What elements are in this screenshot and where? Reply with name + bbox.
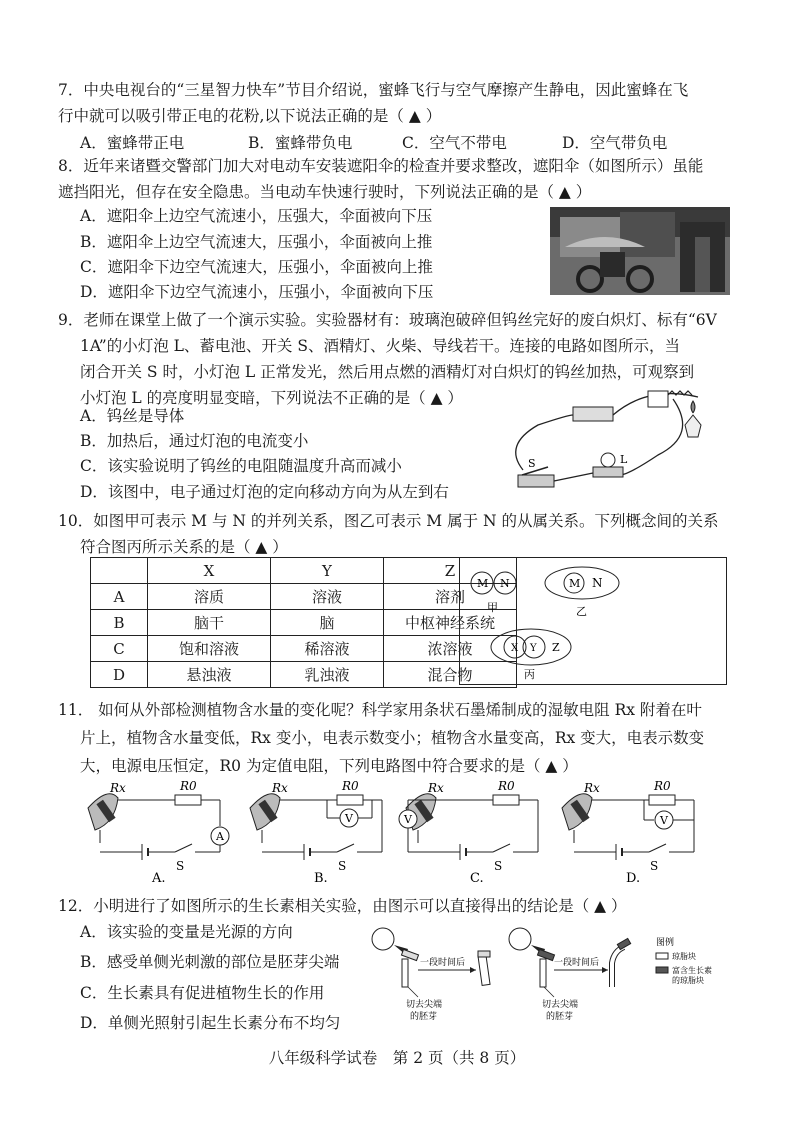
yi-label-n: N — [592, 576, 603, 590]
question-11-line-3: 大，电源电压恒定，R0 为定值电阻，下列电路图中符合要求的是（ ▲ ） — [80, 757, 578, 775]
question-11-line-1: 11． 如何从外部检测植物含水量的变化呢？科学家用条状石墨烯制成的湿敏电阻 Rx 附着在叶 — [58, 701, 702, 719]
legend-title: 图例 — [656, 938, 675, 948]
table-cell: B — [91, 610, 148, 636]
caption-bing: 丙 — [524, 668, 535, 681]
legend-agar-label: 琼脂块 — [672, 952, 696, 961]
alcohol-lamp — [685, 415, 701, 437]
q8-option-c: C．遮阳伞下边空气流速大，压强小，伞面被向上推 — [80, 258, 433, 276]
table-row — [91, 584, 517, 610]
q9-option-d: D．该图中，电子通过灯泡的定向移动方向为从左到右 — [80, 483, 449, 501]
q9-option-b: B．加热后，通过灯泡的电流变小 — [80, 432, 309, 450]
circuit-a — [88, 779, 229, 886]
time-label: 一段时间后 — [554, 958, 600, 968]
table-row — [91, 662, 517, 688]
table-cell: 浓溶液 — [384, 636, 517, 662]
r0-label: R0 — [180, 779, 197, 793]
bing-label-z: Z — [552, 641, 560, 654]
light-source-icon — [509, 928, 531, 950]
r0-label: R0 — [498, 779, 515, 793]
legend-auxin-swatch — [656, 967, 668, 973]
table-header-cell: Z — [384, 558, 517, 584]
caption-jia: 甲 — [487, 601, 498, 614]
q9-option-c: C．该实验说明了钨丝的电阻随温度升高而减小 — [80, 457, 402, 475]
table-cell: 溶液 — [271, 584, 384, 610]
voltmeter-label: V — [404, 813, 412, 826]
sunshade-photo — [550, 207, 730, 295]
question-9-line-2: 1A”的小灯泡 L、蓄电池、开关 S、酒精灯、火柴、导线若干。连接的电路如图所示，当 — [80, 337, 680, 355]
yi-ellipse-n — [545, 567, 619, 599]
table-cell: 饱和溶液 — [148, 636, 271, 662]
question-8-line-1: 8．近年来诸暨交警部门加大对电动车安装遮阳伞的检查并要求整改，遮阳伞（如图所示）虽能 — [58, 157, 704, 175]
caption-yi: 乙 — [576, 605, 587, 618]
page-footer: 八年级科学试卷 第 2 页（共 8 页） — [268, 1049, 526, 1067]
question-10 — [58, 508, 738, 560]
rx-label: Rx — [272, 781, 288, 795]
q7-option-a: A．蜜蜂带正电 — [80, 134, 185, 152]
rx-label: Rx — [110, 781, 126, 795]
legend-auxin-label-2: 的琼脂块 — [672, 976, 704, 985]
table-header-cell — [91, 558, 148, 584]
battery — [573, 407, 613, 421]
option-d-label: D. — [626, 871, 641, 886]
question-12-line-1: 12．小明进行了如图所示的生长素相关实验，由图示可以直接得出的结论是（ ▲ ） — [58, 897, 627, 915]
auxin-agar-block — [617, 938, 630, 949]
r0-resistor — [337, 795, 363, 805]
q12-option-d: D．单侧光照射引起生长素分布不均匀 — [80, 1014, 341, 1032]
option-b-label: B. — [314, 871, 328, 886]
label-s: S — [528, 457, 536, 470]
q12-option-c: C．生长素具有促进植物生长的作用 — [80, 984, 325, 1002]
question-12 — [58, 893, 738, 919]
light-source-icon — [372, 928, 394, 950]
bud-label: 的胚芽 — [546, 1012, 574, 1022]
r0-resistor — [493, 795, 519, 805]
question-11-line-2: 片上，植物含水量变低，Rx 变小，电表示数变小；植物含水量变高，Rx 变大，电表示数变 — [80, 729, 705, 747]
question-7-line-1: 7．中央电视台的“三星智力快车”节目介绍说，蜜蜂飞行与空气摩擦产生静电，因此蜜蜂在飞 — [58, 81, 689, 99]
legend-auxin-label-1: 富含生长素 — [672, 966, 712, 975]
table-cell: 中枢神经系统 — [384, 610, 517, 636]
table-cell: A — [91, 584, 148, 610]
switch — [518, 475, 554, 487]
table-cell: 悬浊液 — [148, 662, 271, 688]
table-header-row — [91, 558, 517, 584]
r0-resistor — [649, 795, 675, 805]
r0-resistor — [175, 795, 201, 805]
table-cell: 稀溶液 — [271, 636, 384, 662]
voltmeter-label: V — [660, 814, 668, 827]
table-row — [91, 636, 517, 662]
question-9-line-4: 小灯泡 L 的亮度明显变暗，下列说法不正确的是（ ▲ ） — [80, 389, 463, 407]
q7-option-c: C．空气不带电 — [402, 134, 507, 152]
q8-option-d: D．遮阳伞下边空气流速小，压强小，伞面被向下压 — [80, 283, 434, 301]
lamp-base — [593, 467, 623, 477]
table-cell: 溶质 — [148, 584, 271, 610]
question-7 — [58, 77, 738, 129]
rx-label: Rx — [428, 781, 444, 795]
bing-label-x: X — [511, 643, 519, 654]
table-cell: C — [91, 636, 148, 662]
legend-agar-swatch — [656, 953, 668, 959]
question-8 — [58, 153, 738, 205]
r0-label: R0 — [342, 779, 359, 793]
table-header-cell: X — [148, 558, 271, 584]
label-l: L — [620, 453, 628, 466]
table-cell: 脑 — [271, 610, 384, 636]
table-cell: D — [91, 662, 148, 688]
seedling-stem — [540, 959, 546, 987]
question-11 — [58, 696, 738, 780]
cut-label: 切去尖端 — [406, 1000, 443, 1010]
table-cell: 脑干 — [148, 610, 271, 636]
q10-relation-diagrams — [459, 557, 727, 685]
q10-table — [90, 557, 517, 688]
table-header-cell: Y — [271, 558, 384, 584]
switch-label: S — [494, 859, 503, 873]
q12-option-a: A．该实验的变量是光源的方向 — [80, 923, 293, 941]
q7-option-d: D．空气带负电 — [562, 134, 668, 152]
agar-block — [478, 951, 490, 957]
table-cell: 溶剂 — [384, 584, 517, 610]
cut-label: 切去尖端 — [542, 1000, 579, 1010]
option-a-label: A. — [152, 871, 166, 886]
question-9-line-3: 闭合开关 S 时，小灯泡 L 正常发光，然后用点燃的酒精灯对白炽灯的钨丝加热，可观察到 — [80, 363, 695, 381]
question-10-line-2: 符合图丙所示关系的是（ ▲ ） — [80, 538, 288, 556]
q12-option-b: B．感受单侧光刺激的部位是胚芽尖端 — [80, 953, 340, 971]
switch-label: S — [176, 859, 185, 873]
q8-option-b: B．遮阳伞上边空气流速大，压强小，伞面被向上推 — [80, 233, 433, 251]
table-row — [91, 610, 517, 636]
question-7-line-2: 行中就可以吸引带正电的花粉,以下说法正确的是（ ▲ ） — [58, 107, 442, 125]
switch-label: S — [650, 859, 659, 873]
q7-option-b: B．蜜蜂带负电 — [248, 134, 353, 152]
question-8-line-2: 遮挡阳光，但存在安全隐患。当电动车快速行驶时，下列说法正确的是（ ▲ ） — [58, 183, 592, 201]
bud-label: 的胚芽 — [410, 1012, 438, 1022]
bing-label-y: Y — [530, 643, 537, 654]
circuit-c — [399, 779, 538, 886]
switch-label: S — [338, 859, 347, 873]
q12-auxin-diagram — [368, 925, 728, 1030]
table-cell: 乳浊液 — [271, 662, 384, 688]
ammeter-label: A — [216, 830, 224, 843]
rx-label: Rx — [584, 781, 600, 795]
small-bulb — [601, 453, 615, 467]
circuit-d — [562, 779, 694, 886]
q8-option-a: A．遮阳伞上边空气流速小，压强大，伞面被向下压 — [80, 207, 433, 225]
time-label: 一段时间后 — [420, 958, 466, 968]
r0-label: R0 — [654, 779, 671, 793]
seedling-stem — [478, 955, 490, 986]
voltmeter-label: V — [345, 812, 353, 825]
yi-label-m: M — [569, 577, 581, 590]
jia-label-m: M — [477, 577, 489, 590]
option-c-label: C. — [470, 871, 484, 886]
q9-option-a: A．钨丝是导体 — [80, 407, 185, 425]
jia-label-n: N — [500, 577, 510, 590]
q9-circuit-diagram — [498, 375, 723, 500]
circuit-b — [250, 779, 382, 886]
table-cell: 混合物 — [384, 662, 517, 688]
bulb-filament-holder — [648, 391, 668, 407]
question-9-line-1: 9．老师在课堂上做了一个演示实验。实验器材有：玻璃泡破碎但钨丝完好的废白炽灯、标有“6V — [58, 311, 717, 329]
q11-circuit-options — [80, 778, 720, 888]
question-10-line-1: 10．如图甲可表示 M 与 N 的并列关系，图乙可表示 M 属于 N 的从属关系。下列概念间的关系 — [58, 512, 719, 530]
seedling-stem — [402, 959, 408, 987]
